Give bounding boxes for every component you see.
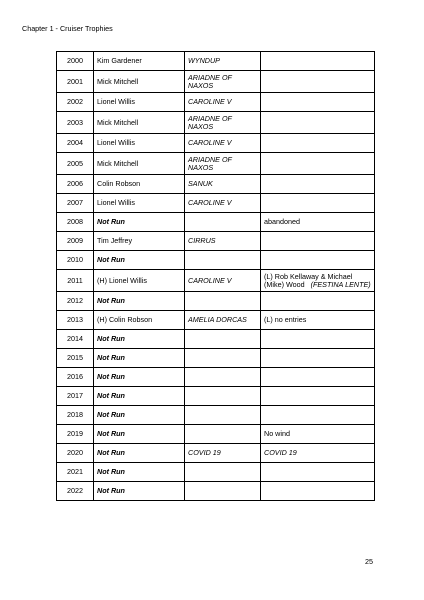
table-row <box>57 251 375 270</box>
boat-cell <box>185 463 261 482</box>
table-row <box>57 330 375 349</box>
note-cell: COVID 19 <box>261 444 375 463</box>
year-cell: 2012 <box>57 292 94 311</box>
boat-cell <box>185 387 261 406</box>
year-cell: 2000 <box>57 52 94 71</box>
note-cell <box>261 112 375 134</box>
year-cell: 2022 <box>57 482 94 501</box>
year-cell: 2003 <box>57 112 94 134</box>
winner-cell: Mick Mitchell <box>94 153 185 175</box>
year-cell: 2001 <box>57 71 94 93</box>
boat-cell: CAROLINE V <box>185 270 261 292</box>
boat-cell: ARIADNE OF NAXOS <box>185 153 261 175</box>
table-row <box>57 482 375 501</box>
year-cell: 2005 <box>57 153 94 175</box>
winner-cell: Lionel Willis <box>94 194 185 213</box>
note-boat: (FESTINA LENTE) <box>310 279 371 289</box>
note-cell <box>261 463 375 482</box>
winner-cell: Not Run <box>94 444 185 463</box>
winner-cell: (H) Lionel Willis <box>94 270 185 292</box>
note-cell <box>261 71 375 93</box>
boat-cell: CAROLINE V <box>185 93 261 112</box>
year-cell: 2017 <box>57 387 94 406</box>
winner-cell: (H) Colin Robson <box>94 311 185 330</box>
note-cell <box>261 330 375 349</box>
table-row <box>57 232 375 251</box>
note-cell <box>261 52 375 71</box>
winner-cell: Tim Jeffrey <box>94 232 185 251</box>
boat-cell: CAROLINE V <box>185 194 261 213</box>
table-row <box>57 311 375 330</box>
table-row <box>57 368 375 387</box>
table-row <box>57 425 375 444</box>
year-cell: 2002 <box>57 93 94 112</box>
winner-cell: Not Run <box>94 349 185 368</box>
table-row <box>57 349 375 368</box>
table-row <box>57 175 375 194</box>
note-cell <box>261 406 375 425</box>
year-cell: 2021 <box>57 463 94 482</box>
winner-cell: Not Run <box>94 463 185 482</box>
note-cell <box>261 368 375 387</box>
note-cell <box>261 270 375 292</box>
page-number: 25 <box>365 557 373 566</box>
note-cell <box>261 482 375 501</box>
note-cell <box>261 292 375 311</box>
table-row <box>57 463 375 482</box>
boat-cell: AMELIA DORCAS <box>185 311 261 330</box>
boat-cell: COVID 19 <box>185 444 261 463</box>
winner-cell: Colin Robson <box>94 175 185 194</box>
year-cell: 2020 <box>57 444 94 463</box>
winner-cell: Not Run <box>94 251 185 270</box>
boat-cell: CAROLINE V <box>185 134 261 153</box>
table-row <box>57 93 375 112</box>
boat-cell <box>185 425 261 444</box>
boat-cell <box>185 213 261 232</box>
note-cell <box>261 134 375 153</box>
year-cell: 2008 <box>57 213 94 232</box>
winner-cell: Not Run <box>94 425 185 444</box>
note-cell <box>261 153 375 175</box>
year-cell: 2019 <box>57 425 94 444</box>
note-cell <box>261 93 375 112</box>
table-row <box>57 270 375 292</box>
table-row <box>57 406 375 425</box>
year-cell: 2013 <box>57 311 94 330</box>
year-cell: 2018 <box>57 406 94 425</box>
boat-cell: WYNDUP <box>185 52 261 71</box>
table-row <box>57 387 375 406</box>
table-row <box>57 52 375 71</box>
boat-cell <box>185 330 261 349</box>
trophy-table <box>56 51 375 501</box>
winner-cell: Not Run <box>94 406 185 425</box>
note-cell <box>261 175 375 194</box>
winner-cell: Not Run <box>94 387 185 406</box>
table-row <box>57 444 375 463</box>
table-row <box>57 292 375 311</box>
note-cell: (L) no entries <box>261 311 375 330</box>
note-cell <box>261 349 375 368</box>
chapter-header: Chapter 1 - Cruiser Trophies <box>22 24 113 33</box>
boat-cell: ARIADNE OF NAXOS <box>185 112 261 134</box>
table-row <box>57 71 375 93</box>
year-cell: 2010 <box>57 251 94 270</box>
table-row <box>57 213 375 232</box>
winner-cell: Lionel Willis <box>94 93 185 112</box>
note-cell <box>261 251 375 270</box>
note-cell <box>261 387 375 406</box>
boat-cell: SANUK <box>185 175 261 194</box>
winner-cell: Kim Gardener <box>94 52 185 71</box>
boat-cell: CIRRUS <box>185 232 261 251</box>
note-cell <box>261 232 375 251</box>
note-cell: abandoned <box>261 213 375 232</box>
boat-cell: ARIADNE OF NAXOS <box>185 71 261 93</box>
boat-cell <box>185 482 261 501</box>
year-cell: 2006 <box>57 175 94 194</box>
year-cell: 2011 <box>57 270 94 292</box>
winner-cell: Not Run <box>94 213 185 232</box>
year-cell: 2007 <box>57 194 94 213</box>
note-cell: No wind <box>261 425 375 444</box>
winner-cell: Lionel Willis <box>94 134 185 153</box>
table-row <box>57 134 375 153</box>
winner-cell: Not Run <box>94 482 185 501</box>
year-cell: 2016 <box>57 368 94 387</box>
winner-cell: Not Run <box>94 292 185 311</box>
table-row <box>57 112 375 134</box>
note-text: (L) Rob Kellaway & Michael (Mike) Wood <box>264 271 353 289</box>
year-cell: 2004 <box>57 134 94 153</box>
winner-cell: Mick Mitchell <box>94 112 185 134</box>
table-row <box>57 153 375 175</box>
boat-cell <box>185 292 261 311</box>
year-cell: 2014 <box>57 330 94 349</box>
boat-cell <box>185 251 261 270</box>
boat-cell <box>185 349 261 368</box>
boat-cell <box>185 406 261 425</box>
table-row <box>57 194 375 213</box>
winner-cell: Not Run <box>94 368 185 387</box>
year-cell: 2015 <box>57 349 94 368</box>
note-cell <box>261 194 375 213</box>
winner-cell: Not Run <box>94 330 185 349</box>
year-cell: 2009 <box>57 232 94 251</box>
boat-cell <box>185 368 261 387</box>
winner-cell: Mick Mitchell <box>94 71 185 93</box>
